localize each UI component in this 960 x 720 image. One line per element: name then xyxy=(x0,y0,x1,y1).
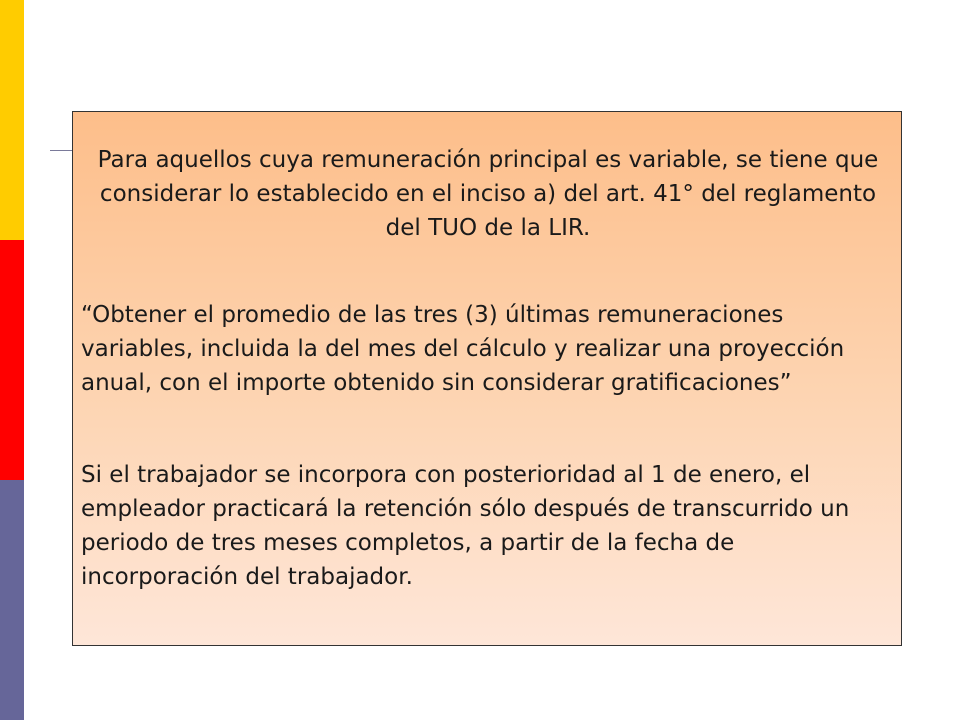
content-box xyxy=(72,111,902,646)
side-bar-red xyxy=(0,240,24,480)
quote-paragraph: “Obtener el promedio de las tres (3) últimas remuneraciones variables, incluida la del mes del cálculo y realizar una proyección anual, con el importe obtenido sin considerar gratificaciones” xyxy=(81,302,845,396)
side-bar-purple xyxy=(0,480,24,720)
intro-paragraph: Para aquellos cuya remuneración principal es variable, se tiene que considerar lo establecido en el inciso a) del art. 41° del reglamento del TUO de la LIR. xyxy=(97,147,879,241)
rule-paragraph: Si el trabajador se incorpora con posterioridad al 1 de enero, el empleador practicará la retención sólo después de transcurrido un periodo de tres meses completos, a partir de la fecha de incorporación del trabajador. xyxy=(81,462,850,590)
side-bar-yellow xyxy=(0,0,24,240)
